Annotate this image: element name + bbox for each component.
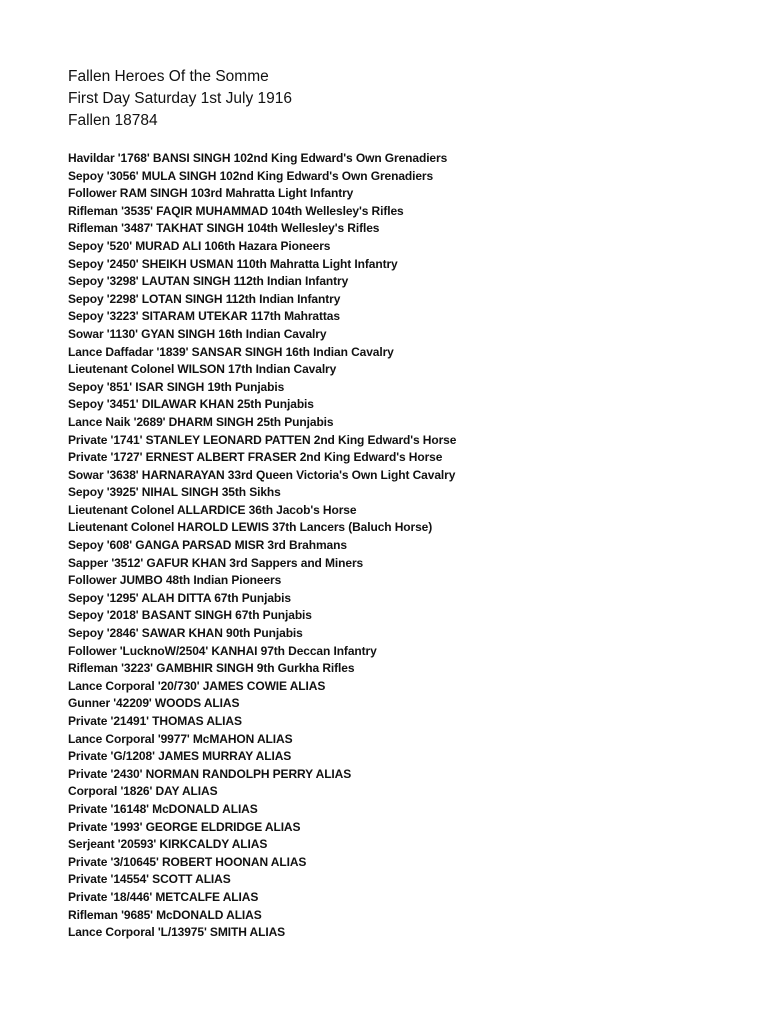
list-item: Private '14554' SCOTT ALIAS bbox=[68, 872, 231, 887]
list-item: Sepoy '2298' LOTAN SINGH 112th Indian Infantry bbox=[68, 291, 341, 306]
list-item: Private '1741' STANLEY LEONARD PATTEN 2nd King Edward's Horse bbox=[68, 432, 457, 447]
list-item: Sepoy '851' ISAR SINGH 19th Punjabis bbox=[68, 379, 285, 394]
list-item: Sepoy '520' MURAD ALI 106th Hazara Pioneers bbox=[68, 238, 331, 253]
document-subtitle: First Day Saturday 1st July 1916 bbox=[68, 90, 292, 107]
list-item: Sepoy '2846' SAWAR KHAN 90th Punjabis bbox=[68, 626, 303, 641]
list-item: Private '1727' ERNEST ALBERT FRASER 2nd King Edward's Horse bbox=[68, 450, 443, 465]
list-item: Sepoy '1295' ALAH DITTA 67th Punjabis bbox=[68, 590, 291, 605]
list-item: Private '3/10645' ROBERT HOONAN ALIAS bbox=[68, 854, 307, 869]
list-item: Sepoy '3925' NIHAL SINGH 35th Sikhs bbox=[68, 485, 281, 500]
list-item: Private 'G/1208' JAMES MURRAY ALIAS bbox=[68, 749, 292, 764]
list-item: Private '2430' NORMAN RANDOLPH PERRY ALIAS bbox=[68, 766, 352, 781]
list-item: Sepoy '2018' BASANT SINGH 67th Punjabis bbox=[68, 608, 312, 623]
list-item: Sowar '3638' HARNARAYAN 33rd Queen Victoria's Own Light Cavalry bbox=[68, 467, 456, 482]
list-item: Sepoy '3298' LAUTAN SINGH 112th Indian Infantry bbox=[68, 274, 349, 289]
list-item: Corporal '1826' DAY ALIAS bbox=[68, 784, 218, 799]
list-item: Private '1993' GEORGE ELDRIDGE ALIAS bbox=[68, 819, 301, 834]
fallen-count: Fallen 18784 bbox=[68, 112, 158, 129]
list-item: Rifleman '3535' FAQIR MUHAMMAD 104th Wellesley's Rifles bbox=[68, 203, 404, 218]
document-header bbox=[68, 66, 708, 132]
list-item: Sepoy '3056' MULA SINGH 102nd King Edward's Own Grenadiers bbox=[68, 168, 434, 183]
list-item: Havildar '1768' BANSI SINGH 102nd King Edward's Own Grenadiers bbox=[68, 151, 448, 165]
list-item: Follower RAM SINGH 103rd Mahratta Light Infantry bbox=[68, 186, 354, 201]
list-item: Sapper '3512' GAFUR KHAN 3rd Sappers and Miners bbox=[68, 555, 364, 570]
list-item: Sepoy '3451' DILAWAR KHAN 25th Punjabis bbox=[68, 397, 314, 412]
list-item: Rifleman '3487' TAKHAT SINGH 104th Wellesley's Rifles bbox=[68, 221, 380, 236]
list-item: Lieutenant Colonel ALLARDICE 36th Jacob's Horse bbox=[68, 502, 357, 517]
list-item: Serjeant '20593' KIRKCALDY ALIAS bbox=[68, 837, 268, 852]
list-item: Lieutenant Colonel WILSON 17th Indian Cavalry bbox=[68, 362, 337, 377]
list-item: Sepoy '2450' SHEIKH USMAN 110th Mahratta Light Infantry bbox=[68, 256, 398, 271]
list-item: Sepoy '3223' SITARAM UTEKAR 117th Mahrattas bbox=[68, 309, 340, 324]
list-item: Gunner '42209' WOODS ALIAS bbox=[68, 696, 240, 711]
list-item: Lance Corporal '9977' McMAHON ALIAS bbox=[68, 731, 293, 746]
document-title: Fallen Heroes Of the Somme bbox=[68, 68, 269, 85]
list-item: Follower 'LucknoW/2504' KANHAI 97th Deccan Infantry bbox=[68, 643, 377, 658]
list-item: Follower JUMBO 48th Indian Pioneers bbox=[68, 573, 282, 588]
list-item: Sowar '1130' GYAN SINGH 16th Indian Cavalry bbox=[68, 326, 327, 341]
list-item: Lance Corporal '20/730' JAMES COWIE ALIAS bbox=[68, 678, 326, 693]
list-item: Rifleman '9685' McDONALD ALIAS bbox=[68, 907, 262, 922]
list-item: Lance Naik '2689' DHARM SINGH 25th Punjabis bbox=[68, 414, 334, 429]
list-item: Rifleman '3223' GAMBHIR SINGH 9th Gurkha Rifles bbox=[68, 661, 355, 676]
list-item: Lieutenant Colonel HAROLD LEWIS 37th Lancers (Baluch Horse) bbox=[68, 520, 433, 535]
list-item: Lance Daffadar '1839' SANSAR SINGH 16th Indian Cavalry bbox=[68, 344, 394, 359]
list-item: Private '18/446' METCALFE ALIAS bbox=[68, 889, 259, 904]
list-item: Lance Corporal 'L/13975' SMITH ALIAS bbox=[68, 925, 286, 940]
list-item: Sepoy '608' GANGA PARSAD MISR 3rd Brahmans bbox=[68, 538, 347, 553]
list-item: Private '21491' THOMAS ALIAS bbox=[68, 714, 242, 728]
fallen-list bbox=[68, 150, 728, 942]
list-item: Private '16148' McDONALD ALIAS bbox=[68, 801, 258, 816]
